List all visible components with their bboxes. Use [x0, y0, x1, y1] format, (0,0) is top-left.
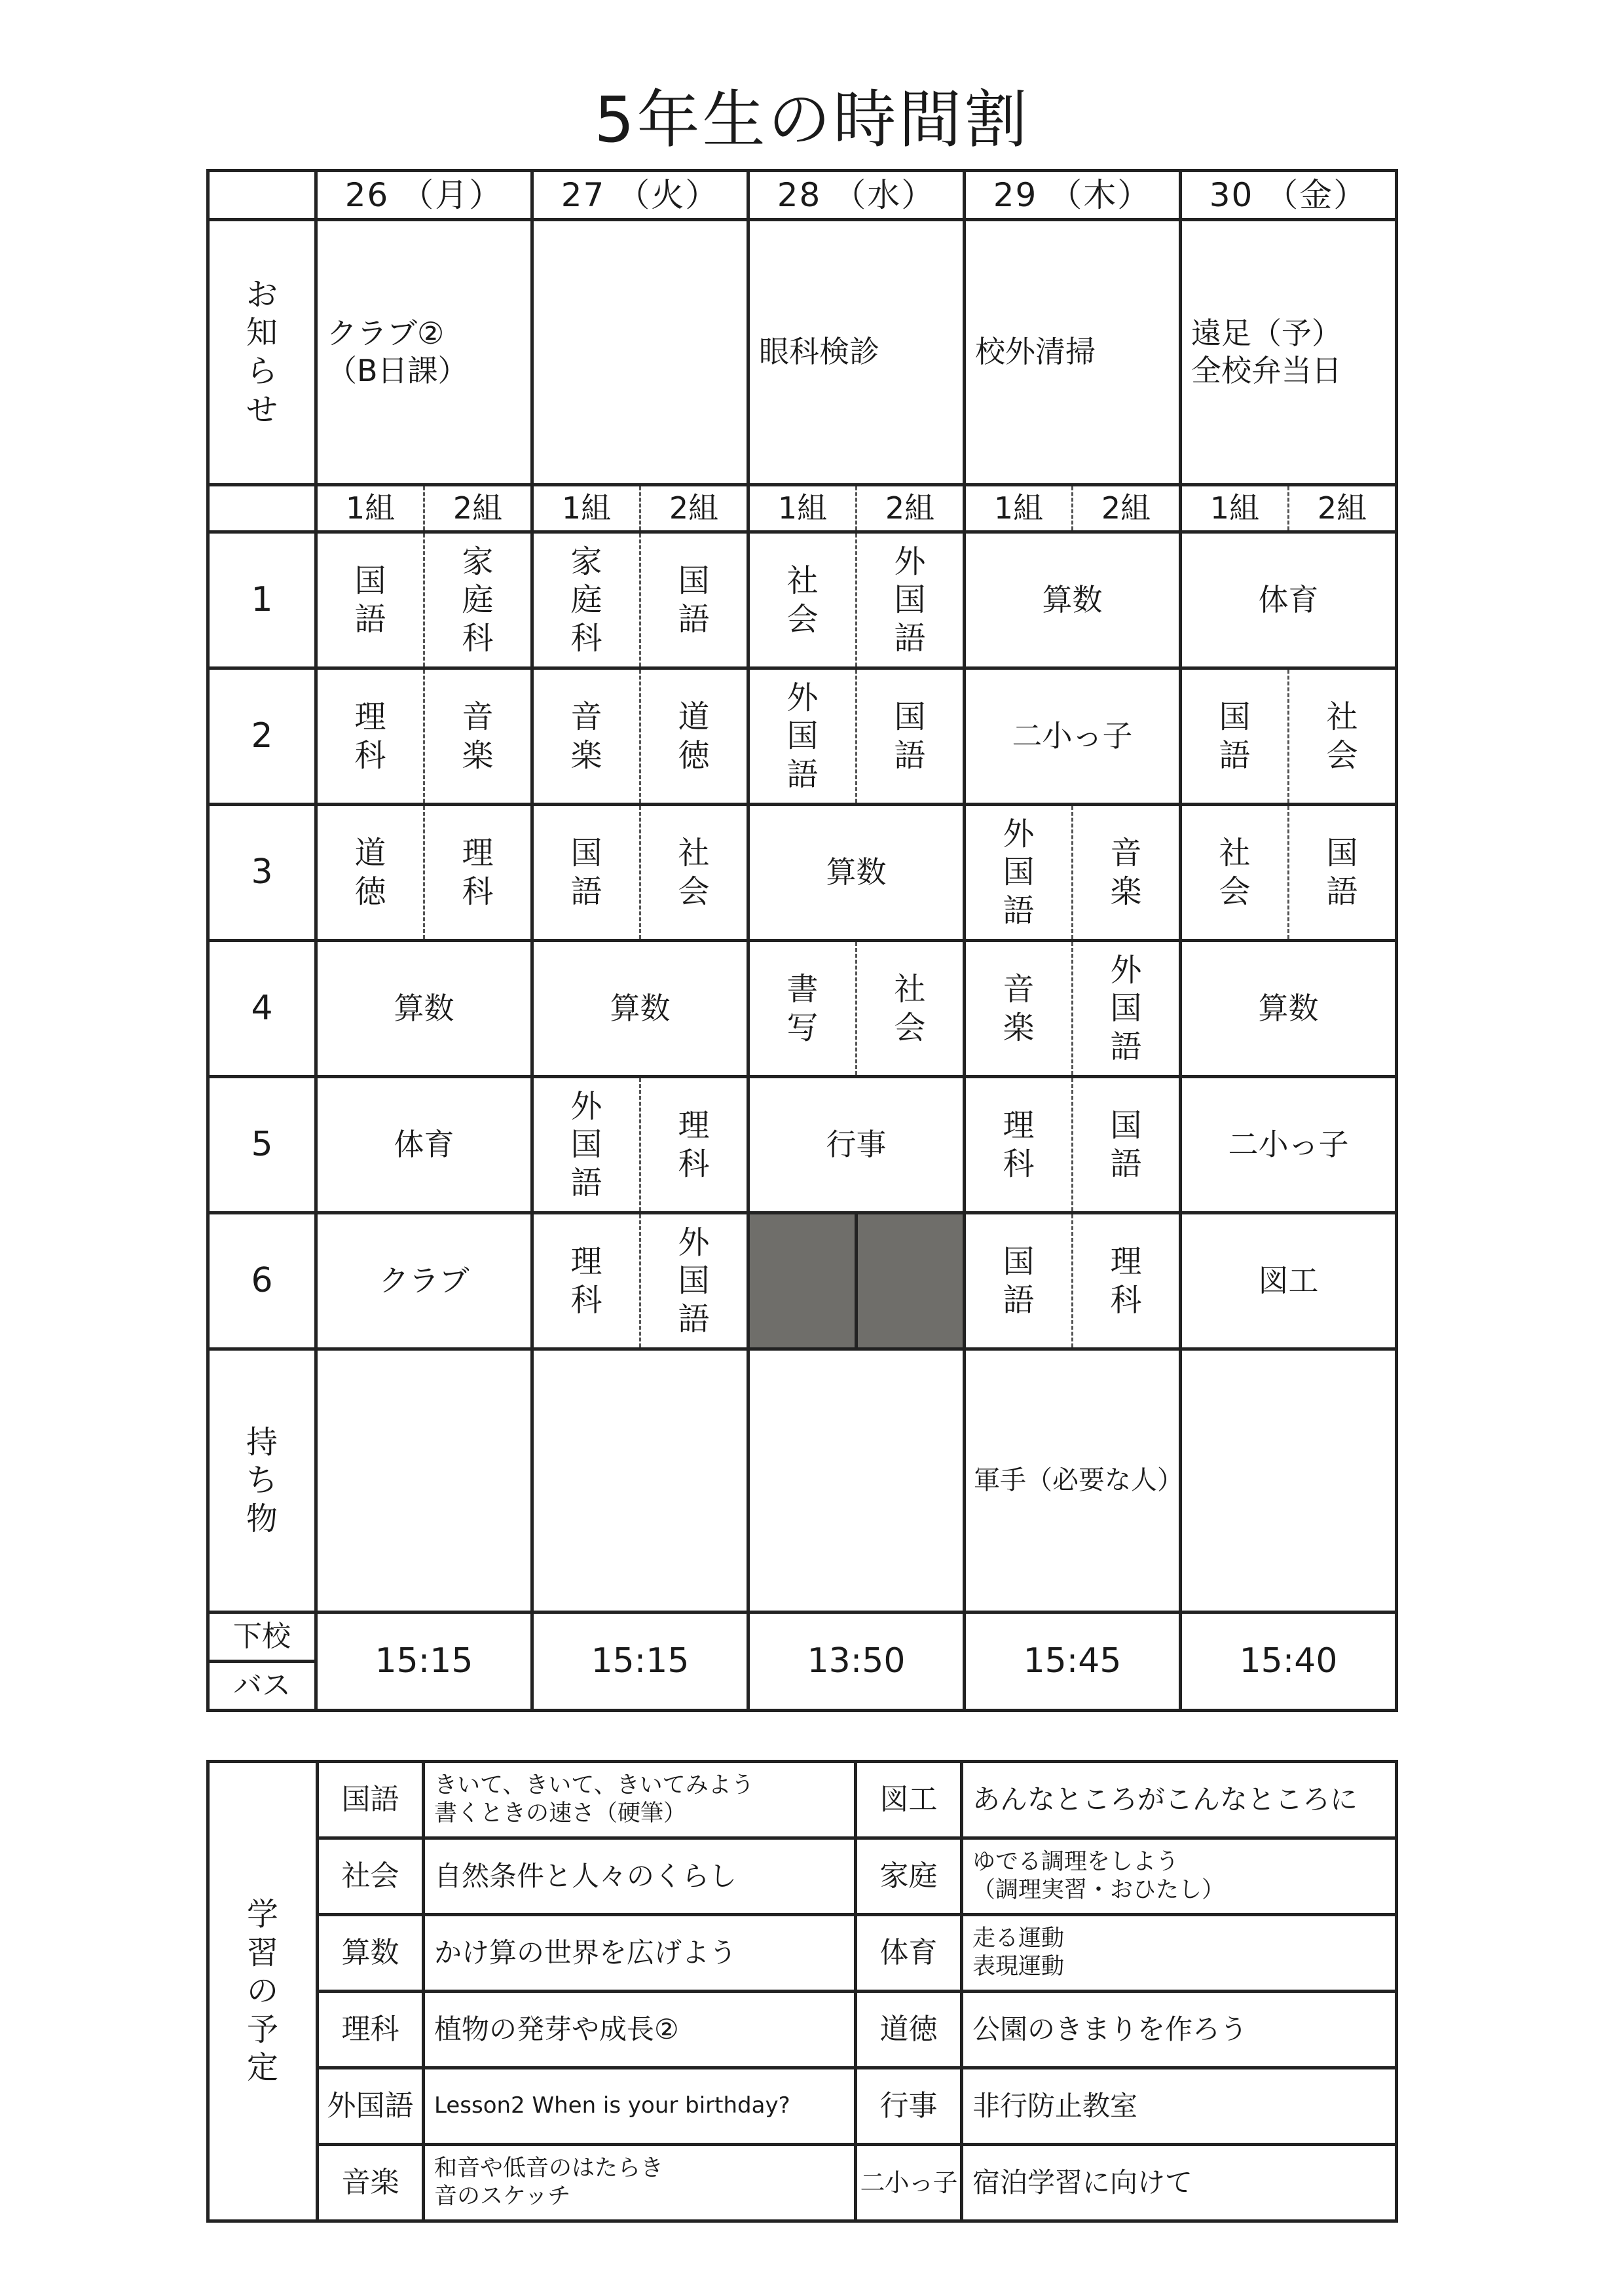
study-row — [208, 1838, 1397, 1915]
lesson-cell: 算数 — [532, 941, 748, 1077]
period-number: 6 — [208, 1213, 316, 1349]
lesson-cell: 理科 — [965, 1077, 1073, 1213]
lesson-cell: 社会 — [1181, 805, 1289, 941]
lesson-cell: 音楽 — [424, 668, 532, 805]
study-subject: 体育 — [856, 1915, 962, 1992]
carry-tue — [532, 1349, 748, 1613]
study-subject: 算数 — [318, 1915, 424, 1992]
lesson-cell: 外国語 — [1073, 941, 1181, 1077]
class-header-row — [208, 485, 1397, 532]
corner-cell — [208, 485, 316, 532]
no-class-cell — [857, 1213, 965, 1349]
lesson-cell: 国語 — [1181, 668, 1289, 805]
study-row — [208, 1915, 1397, 1992]
study-content: 走る運動 表現運動 — [962, 1915, 1397, 1992]
carry-fri — [1181, 1349, 1397, 1613]
study-row — [208, 2068, 1397, 2145]
study-content: 自然条件と人々のくらし — [424, 1838, 856, 1915]
notice-mon: クラブ② （B日課） — [316, 220, 532, 485]
lesson-cell: 行事 — [748, 1077, 965, 1213]
lesson-cell: 家庭科 — [532, 532, 640, 668]
day-header: 29 （木） — [965, 171, 1181, 220]
lesson-cell: 音楽 — [965, 941, 1073, 1077]
study-subject: 行事 — [856, 2068, 962, 2145]
lesson-cell: 理科 — [1073, 1213, 1181, 1349]
lesson-cell: 音楽 — [532, 668, 640, 805]
day-header-row — [208, 171, 1397, 220]
lesson-cell: 算数 — [748, 805, 965, 941]
period-number: 4 — [208, 941, 316, 1077]
period-row-3 — [208, 805, 1397, 941]
class-label: 2組 — [424, 485, 532, 532]
period-number: 1 — [208, 532, 316, 668]
day-header: 26 （月） — [316, 171, 532, 220]
class-label: 2組 — [1073, 485, 1181, 532]
study-subject: 社会 — [318, 1838, 424, 1915]
lesson-cell: 算数 — [1181, 941, 1397, 1077]
bus-time: 15:15 — [532, 1613, 748, 1711]
lesson-cell: 二小っ子 — [1181, 1077, 1397, 1213]
notice-wed: 眼科検診 — [748, 220, 965, 485]
study-subject: 家庭 — [856, 1838, 962, 1915]
carry-thu: 軍手（必要な人） — [965, 1349, 1181, 1613]
lesson-cell: 国語 — [532, 805, 640, 941]
study-content: かけ算の世界を広げよう — [424, 1915, 856, 1992]
lesson-cell: 国語 — [857, 668, 965, 805]
page-title: 5年生の時間割 — [594, 83, 1030, 156]
lesson-cell: 外国語 — [748, 668, 857, 805]
study-subject: 図工 — [856, 1762, 962, 1838]
notice-tue — [532, 220, 748, 485]
lesson-cell: 社会 — [748, 532, 857, 668]
notice-label: お知らせ — [208, 220, 316, 485]
period-row-6 — [208, 1213, 1397, 1349]
period-number: 5 — [208, 1077, 316, 1213]
study-content: 公園のきまりを作ろう — [962, 1992, 1397, 2068]
class-label: 1組 — [532, 485, 640, 532]
lesson-cell: 国語 — [1073, 1077, 1181, 1213]
study-content: 和音や低音のはたらき 音のスケッチ — [424, 2145, 856, 2221]
study-subject: 二小っ子 — [856, 2145, 962, 2221]
period-number: 2 — [208, 668, 316, 805]
study-plan — [206, 1760, 1398, 2223]
lesson-cell: 家庭科 — [424, 532, 532, 668]
lesson-cell: 外国語 — [857, 532, 965, 668]
class-label: 2組 — [1289, 485, 1397, 532]
day-header: 30 （金） — [1181, 171, 1397, 220]
bus-label: バス — [208, 1662, 316, 1711]
class-label: 1組 — [965, 485, 1073, 532]
period-row-5 — [208, 1077, 1397, 1213]
carry-label: 持ち物 — [208, 1349, 316, 1613]
lesson-cell: 外国語 — [965, 805, 1073, 941]
lesson-cell: 図工 — [1181, 1213, 1397, 1349]
study-content: ゆでる調理をしよう （調理実習・おひたし） — [962, 1838, 1397, 1915]
lesson-cell: 理科 — [424, 805, 532, 941]
study-content: Lesson2 When is your birthday? — [424, 2068, 856, 2145]
class-label: 1組 — [748, 485, 857, 532]
lesson-cell: 音楽 — [1073, 805, 1181, 941]
lesson-cell: 国語 — [965, 1213, 1073, 1349]
study-label: 学習の予定 — [208, 1762, 318, 2221]
bus-time: 15:40 — [1181, 1613, 1397, 1711]
notice-fri: 遠足（予） 全校弁当日 — [1181, 220, 1397, 485]
bus-time: 15:15 — [316, 1613, 532, 1711]
lesson-cell: 道徳 — [316, 805, 424, 941]
carry-row — [208, 1349, 1397, 1613]
study-subject: 理科 — [318, 1992, 424, 2068]
day-header: 27 （火） — [532, 171, 748, 220]
notice-thu: 校外清掃 — [965, 220, 1181, 485]
lesson-cell: 道徳 — [640, 668, 748, 805]
class-label: 2組 — [857, 485, 965, 532]
period-number: 3 — [208, 805, 316, 941]
period-row-4 — [208, 941, 1397, 1077]
timetable — [206, 169, 1398, 1712]
lesson-cell: 体育 — [1181, 532, 1397, 668]
study-content: 植物の発芽や成長② — [424, 1992, 856, 2068]
lesson-cell: 二小っ子 — [965, 668, 1181, 805]
lesson-cell: 書写 — [748, 941, 857, 1077]
lesson-cell: 外国語 — [532, 1077, 640, 1213]
period-row-2 — [208, 668, 1397, 805]
lesson-cell: 算数 — [965, 532, 1181, 668]
lesson-cell: 算数 — [316, 941, 532, 1077]
lesson-cell: 外国語 — [640, 1213, 748, 1349]
bus-time: 13:50 — [748, 1613, 965, 1711]
class-label: 1組 — [316, 485, 424, 532]
day-header: 28 （水） — [748, 171, 965, 220]
study-subject: 国語 — [318, 1762, 424, 1838]
study-subject: 道徳 — [856, 1992, 962, 2068]
bus-row — [208, 1613, 1397, 1662]
lesson-cell: 社会 — [857, 941, 965, 1077]
study-content: 宿泊学習に向けて — [962, 2145, 1397, 2221]
lesson-cell: クラブ — [316, 1213, 532, 1349]
study-content: あんなところがこんなところに — [962, 1762, 1397, 1838]
study-row — [208, 2145, 1397, 2221]
corner-cell — [208, 171, 316, 220]
study-content: きいて、きいて、きいてみよう 書くときの速さ（硬筆） — [424, 1762, 856, 1838]
notice-row — [208, 220, 1397, 485]
class-label: 1組 — [1181, 485, 1289, 532]
study-row — [208, 1992, 1397, 2068]
carry-wed — [748, 1349, 965, 1613]
lesson-cell: 国語 — [316, 532, 424, 668]
lesson-cell: 社会 — [1289, 668, 1397, 805]
no-class-cell — [748, 1213, 857, 1349]
study-subject: 外国語 — [318, 2068, 424, 2145]
study-content: 非行防止教室 — [962, 2068, 1397, 2145]
study-subject: 音楽 — [318, 2145, 424, 2221]
lesson-cell: 体育 — [316, 1077, 532, 1213]
class-label: 2組 — [640, 485, 748, 532]
lesson-cell: 理科 — [316, 668, 424, 805]
lesson-cell: 国語 — [640, 532, 748, 668]
period-row-1 — [208, 532, 1397, 668]
lesson-cell: 社会 — [640, 805, 748, 941]
lesson-cell: 理科 — [640, 1077, 748, 1213]
study-row — [208, 1762, 1397, 1838]
lesson-cell: 理科 — [532, 1213, 640, 1349]
dismissal-label: 下校 — [208, 1613, 316, 1662]
bus-time: 15:45 — [965, 1613, 1181, 1711]
carry-mon — [316, 1349, 532, 1613]
lesson-cell: 国語 — [1289, 805, 1397, 941]
